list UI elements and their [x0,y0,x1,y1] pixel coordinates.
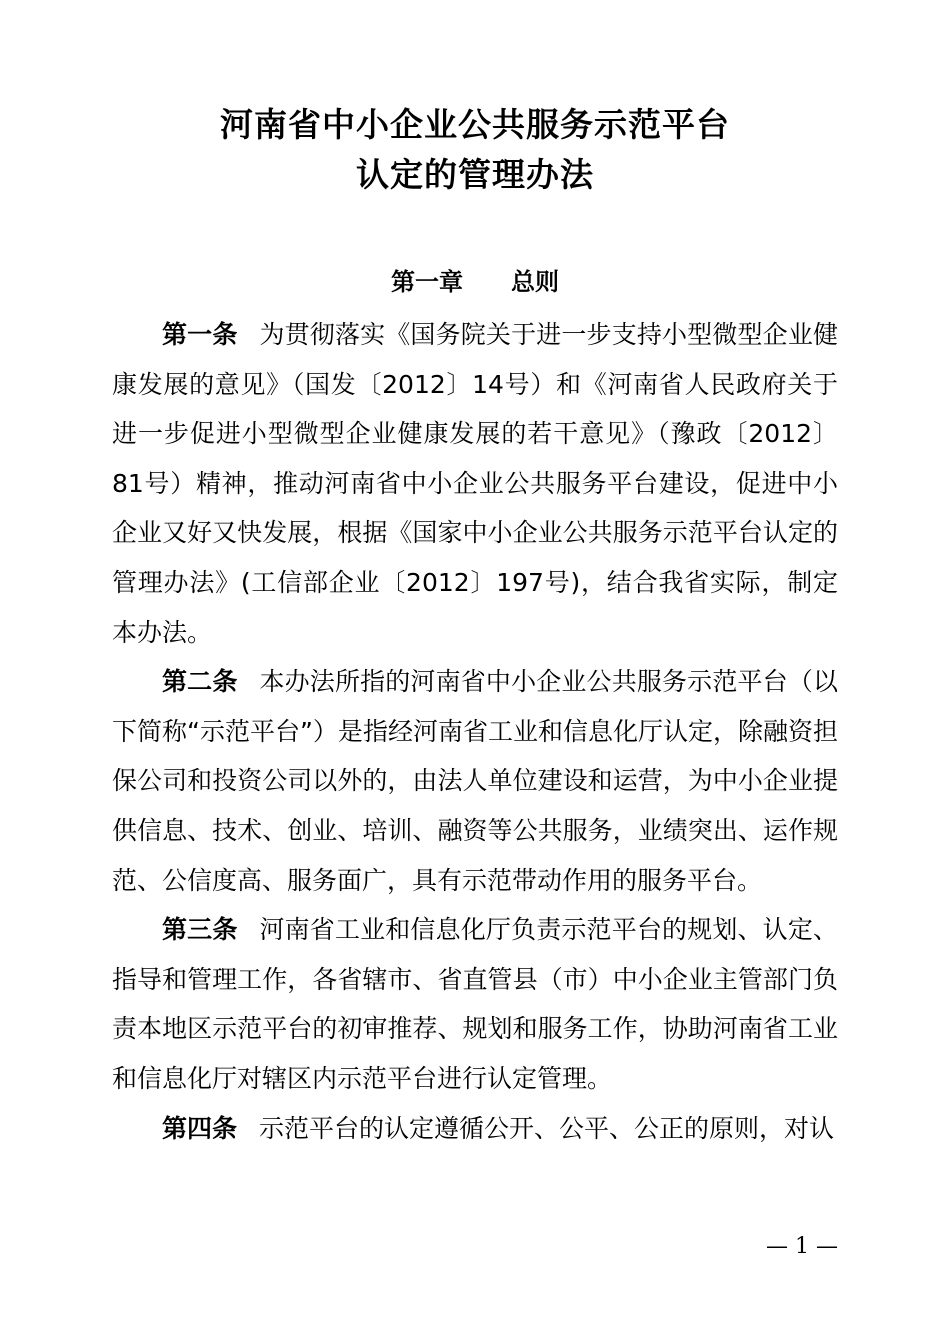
article-2 [112,657,838,905]
chapter-number: 第一章 [391,268,463,296]
document-body [112,310,838,1153]
article-label: 第三条 [162,915,238,945]
article-text: 河南省工业和信息化厅负责示范平台的规划、认定、指导和管理工作，各省辖市、省直管县（市）中小企业主管部门负责本地区示范平台的初审推荐、规划和服务工作，协助河南省工业和信息化厅对辖区内示范平台进行认定管理。 [112,915,838,1093]
article-label: 第二条 [162,667,238,697]
chapter-title: 总则 [511,268,559,296]
chapter-heading [0,262,950,302]
article-1 [112,310,838,657]
document-title-line-2: 认定的管理办法 [356,155,594,194]
article-text: 为贯彻落实《国务院关于进一步支持小型微型企业健康发展的意见》（国发〔2012〕14号）和《河南省人民政府关于进一步促进小型微型企业健康发展的若干意见》（豫政〔2012〕81号）精神，推动河南省中小企业公共服务平台建设，促进中小企业又好又快发展，根据《国家中小企业公共服务示范平台认定的管理办法》(工信部企业〔2012〕197号)，结合我省实际，制定本办法。 [112,320,838,647]
article-label: 第一条 [162,320,238,349]
article-4 [112,1104,838,1154]
article-text: 本办法所指的河南省中小企业公共服务示范平台（以下简称“示范平台”）是指经河南省工业和信息化厅认定，除融资担保公司和投资公司以外的，由法人单位建设和运营，为中小企业提供信息、技术、创业、培训、融资等公共服务，业绩突出、运作规范、公信度高、服务面广，具有示范带动作用的服务平台。 [112,667,838,895]
document-title-line-1: 河南省中小企业公共服务示范平台 [220,105,730,144]
article-label: 第四条 [162,1113,238,1143]
article-3 [112,905,838,1103]
article-text: 示范平台的认定遵循公开、公平、公正的原则，对认 [259,1113,835,1143]
page-number: — 1 — [766,1234,838,1259]
